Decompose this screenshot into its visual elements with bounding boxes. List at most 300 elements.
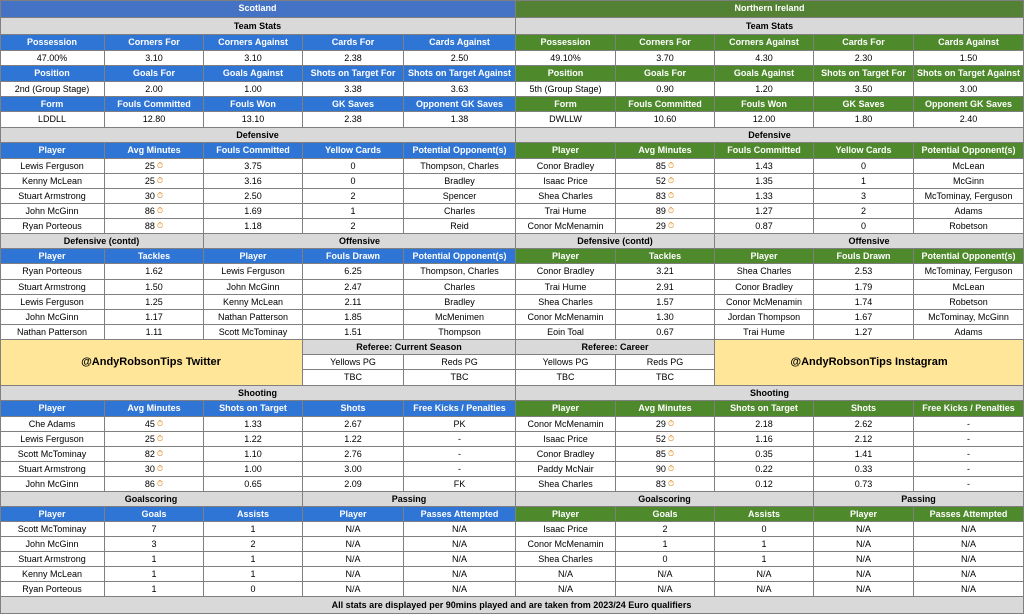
referee-current-value — [404, 370, 516, 386]
scotland-goalscoring-cell-text: 1 — [250, 553, 256, 564]
ni-shooting-label-text: Shooting — [750, 387, 789, 398]
scotland-team-stat-value — [204, 51, 303, 66]
ni-shooting-cell — [616, 447, 715, 462]
ni-defensive-cell — [814, 159, 914, 174]
scotland-goalscoring-cell-text: 1 — [151, 568, 157, 579]
scotland-shooting-cell-text: 1.00 — [244, 463, 262, 474]
ni-defensive-cell — [914, 159, 1024, 174]
scotland-team-stat-header-text: GK Saves — [331, 98, 375, 109]
ni-offensive-cell — [715, 295, 814, 310]
ni-passing-cell — [814, 552, 914, 567]
ni-defensive-cell-text: 52 — [655, 175, 666, 186]
scotland-team-stat-header — [204, 35, 303, 51]
scotland-goalscoring-cell-text: 7 — [151, 523, 157, 534]
scotland-title-text: Scotland — [238, 3, 277, 13]
scotland-goalscoring-header — [204, 507, 303, 522]
ni-team-stat-value — [814, 51, 914, 66]
ni-passing-cell — [914, 567, 1024, 582]
scotland-goalscoring-cell-text: Stuart Armstrong — [18, 553, 86, 564]
scotland-shooting-label — [0, 386, 516, 401]
scotland-team-stat-value — [105, 112, 204, 128]
ni-team-stat-value — [715, 51, 814, 66]
twitter-promo — [0, 340, 303, 386]
ni-defensive-cell-text: Robetson — [949, 220, 988, 231]
ni-defensive-cell — [715, 219, 814, 234]
ni-offensive-cell-text: Conor McMenamin — [725, 296, 803, 307]
ni-shooting-cell — [814, 477, 914, 492]
scotland-offensive-cell — [303, 325, 404, 340]
ni-passing-cell-text: N/A — [855, 523, 871, 534]
ni-team-stat-value-text: 1.80 — [854, 114, 873, 124]
ni-shooting-cell-text: 0.22 — [755, 463, 773, 474]
scotland-team-stat-value-text: 2.50 — [450, 52, 469, 63]
scotland-defensive-contd-header — [105, 249, 204, 264]
scotland-team-stat-header-text: Corners For — [128, 37, 180, 47]
scotland-goalscoring-header-text: Player — [38, 508, 66, 519]
ni-defensive-contd-cell — [516, 295, 616, 310]
ni-goalscoring-label — [516, 492, 814, 507]
scotland-defensive-contd-cell — [0, 280, 105, 295]
ni-defensive-contd-cell — [516, 325, 616, 340]
referee-career-value-text: TBC — [656, 372, 674, 382]
scotland-goalscoring-cell — [204, 552, 303, 567]
referee-header — [516, 355, 616, 370]
scotland-passing-cell — [404, 537, 516, 552]
ni-team-stat-header-text: Position — [547, 68, 584, 78]
scotland-defensive-cell — [404, 204, 516, 219]
ni-offensive-header — [914, 249, 1024, 264]
scotland-team-stat-value — [204, 82, 303, 97]
scotland-goalscoring-cell-text: Scott McTominay — [17, 523, 87, 534]
scotland-offensive-cell-text: 1.85 — [344, 311, 362, 322]
ni-shooting-cell — [516, 447, 616, 462]
ni-defensive-contd-header-text: Player — [551, 250, 580, 261]
scotland-shooting-cell-text: 45 — [144, 418, 155, 429]
scotland-offensive-cell — [204, 280, 303, 295]
ni-team-stat-value — [914, 51, 1024, 66]
scotland-passing-cell-text: N/A — [451, 538, 467, 549]
scotland-defensive-cell-text: 2.50 — [244, 190, 262, 201]
ni-team-stat-value — [814, 112, 914, 128]
scotland-passing-label-text: Passing — [391, 493, 427, 504]
ni-offensive-cell-text: Adams — [954, 326, 983, 337]
scotland-team-stat-value-text: 13.10 — [241, 114, 265, 124]
scotland-shooting-cell — [0, 432, 105, 447]
scotland-defensive-header — [204, 143, 303, 159]
ni-passing-cell-text: N/A — [960, 553, 976, 564]
ni-shooting-cell-text: 2.18 — [755, 418, 773, 429]
scotland-passing-header-text: Passes Attempted — [420, 508, 499, 519]
ni-defensive-header — [715, 143, 814, 159]
footer-note-text: All stats are displayed per 90mins played and are taken from 2023/24 Euro qualifiers — [331, 599, 692, 610]
ni-passing-label — [814, 492, 1024, 507]
scotland-shooting-cell — [0, 417, 105, 432]
ni-team-stat-header-text: Fouls Won — [741, 98, 787, 109]
ni-team-stat-header-text: Shots on Target For — [821, 68, 906, 78]
ni-offensive-cell-text: Shea Charles — [736, 266, 792, 276]
scotland-defensive-cell — [105, 219, 204, 234]
scotland-shooting-cell — [105, 417, 204, 432]
ni-defensive-contd-cell — [616, 310, 715, 325]
instagram-promo — [715, 340, 1024, 386]
scotland-offensive-header — [303, 249, 404, 264]
ni-shooting-cell-text: 52 — [655, 433, 666, 444]
scotland-offensive-header — [204, 249, 303, 264]
ni-defensive-cell — [516, 174, 616, 189]
scotland-goalscoring-cell-text: John McGinn — [25, 538, 79, 549]
ni-passing-cell-text: N/A — [855, 568, 871, 579]
scotland-goalscoring-cell — [204, 582, 303, 597]
scotland-passing-cell-text: N/A — [345, 523, 361, 534]
twitter-promo-text: @AndyRobsonTips Twitter — [81, 356, 221, 368]
scotland-shooting-cell — [105, 477, 204, 492]
scotland-defensive-cell-text: 25 — [144, 160, 155, 171]
ni-goalscoring-header-text: Goals — [652, 508, 678, 519]
referee-career-label — [516, 340, 715, 355]
scotland-team-stat-header — [303, 66, 404, 82]
ni-passing-cell-text: N/A — [960, 583, 976, 594]
ni-team-stat-value — [914, 112, 1024, 128]
scotland-goalscoring-cell-text: 1 — [151, 553, 157, 564]
scotland-defensive-cell-text: 1.18 — [244, 220, 262, 231]
scotland-passing-cell — [303, 582, 404, 597]
scotland-offensive-cell — [303, 310, 404, 325]
scotland-shooting-cell — [303, 417, 404, 432]
ni-passing-cell-text: N/A — [960, 523, 976, 534]
ni-offensive-cell — [914, 264, 1024, 280]
scotland-offensive-cell-text: John McGinn — [226, 281, 280, 292]
ni-team-stat-header — [516, 97, 616, 112]
ni-defensive-header — [914, 143, 1024, 159]
ni-goalscoring-cell — [516, 537, 616, 552]
ni-goalscoring-cell — [616, 552, 715, 567]
ni-defensive-contd-cell — [516, 264, 616, 280]
scotland-goalscoring-cell — [0, 582, 105, 597]
ni-shooting-header — [516, 401, 616, 417]
scotland-team-stat-value — [0, 82, 105, 97]
stopwatch-icon: ⏱ — [156, 479, 164, 488]
ni-shooting-cell-text: 29 — [655, 418, 666, 429]
scotland-defensive-cell-text: 2 — [350, 190, 356, 201]
ni-shooting-header-text: Player — [551, 403, 580, 413]
ni-defensive-cell-text: McLean — [952, 160, 985, 171]
scotland-defensive-header — [404, 143, 516, 159]
scotland-team-stat-header — [105, 35, 204, 51]
scotland-team-stat-value-text: 47.00% — [36, 52, 68, 63]
stopwatch-icon: ⏱ — [156, 191, 164, 200]
ni-goalscoring-cell-text: Shea Charles — [538, 553, 593, 564]
scotland-defensive-cell-text: 2 — [350, 220, 356, 231]
scotland-team-stat-value-text: 3.10 — [244, 52, 262, 63]
scotland-shooting-header-text: Shots on Target — [219, 403, 287, 413]
ni-goalscoring-header — [616, 507, 715, 522]
ni-defensive-cell — [715, 159, 814, 174]
scotland-offensive-cell — [404, 325, 516, 340]
ni-defensive-header — [616, 143, 715, 159]
scotland-goalscoring-cell-text: 1 — [151, 583, 157, 594]
ni-offensive-cell — [715, 325, 814, 340]
scotland-team-stat-header-text: Opponent GK Saves — [415, 98, 504, 109]
stopwatch-icon: ⏱ — [667, 434, 675, 443]
ni-team-stat-header-text: Form — [554, 98, 577, 109]
scotland-goalscoring-header — [0, 507, 105, 522]
ni-shooting-header — [814, 401, 914, 417]
ni-defensive-cell — [814, 189, 914, 204]
scotland-offensive-cell-text: Charles — [443, 281, 475, 292]
ni-team-stat-header — [715, 35, 814, 51]
scotland-passing-cell — [303, 522, 404, 537]
ni-team-stat-value — [814, 82, 914, 97]
scotland-defensive-cell — [204, 204, 303, 219]
scotland-defensive-cell — [105, 204, 204, 219]
referee-career-value-text: TBC — [556, 372, 575, 382]
scotland-shooting-cell — [404, 417, 516, 432]
ni-goalscoring-cell-text: N/A — [657, 568, 673, 579]
scotland-shooting-cell — [0, 447, 105, 462]
instagram-promo-text: @AndyRobsonTips Instagram — [790, 356, 948, 368]
ni-team-stat-header — [715, 97, 814, 112]
scotland-defensive-cell — [303, 204, 404, 219]
ni-defensive-header — [516, 143, 616, 159]
ni-defensive-cell — [715, 189, 814, 204]
scotland-defensive-contd-cell-text: Ryan Porteous — [22, 266, 82, 276]
scotland-passing-header — [404, 507, 516, 522]
scotland-defensive-cell — [204, 159, 303, 174]
ni-defensive-contd-label — [516, 234, 715, 249]
ni-offensive-header-text: Fouls Drawn — [836, 250, 891, 261]
scotland-defensive-cell-text: 30 — [144, 190, 155, 201]
scotland-shooting-cell — [204, 477, 303, 492]
scotland-shooting-cell-text: 1.22 — [244, 433, 262, 444]
ni-team-stat-value-text: 10.60 — [653, 114, 677, 124]
scotland-offensive-cell — [303, 264, 404, 280]
ni-shooting-cell-text: Isaac Price — [543, 433, 588, 444]
scotland-defensive-contd-cell-text: 1.17 — [145, 311, 163, 322]
ni-goalscoring-header-text: Assists — [747, 508, 781, 519]
ni-offensive-label-text: Offensive — [848, 235, 890, 246]
scotland-offensive-cell-text: 2.47 — [344, 281, 362, 292]
ni-team-stat-value-text: 12.00 — [752, 114, 776, 124]
scotland-goalscoring-label-text: Goalscoring — [124, 493, 178, 504]
referee-header-text: Yellows PG — [330, 356, 376, 367]
ni-passing-header-text: Passes Attempted — [929, 508, 1008, 519]
scotland-defensive-cell — [105, 189, 204, 204]
ni-defensive-label-text: Defensive — [748, 129, 791, 140]
ni-team-stat-header — [914, 66, 1024, 82]
scotland-offensive-cell — [404, 280, 516, 295]
scotland-shooting-header-text: Player — [38, 403, 66, 413]
ni-shooting-cell — [914, 462, 1024, 477]
ni-team-stat-header-text: Possession — [540, 37, 591, 47]
scotland-offensive-cell-text: 1.51 — [344, 326, 362, 337]
stopwatch-icon: ⏱ — [156, 176, 164, 185]
scotland-defensive-cell — [0, 204, 105, 219]
footer-note — [0, 597, 1024, 614]
ni-defensive-contd-cell — [516, 280, 616, 295]
scotland-offensive-header — [404, 249, 516, 264]
ni-team-stat-header — [814, 66, 914, 82]
ni-team-stat-header-text: Cards For — [842, 37, 885, 47]
scotland-team-stat-value — [303, 51, 404, 66]
ni-defensive-contd-cell-text: Shea Charles — [538, 296, 593, 307]
ni-title-text: Northern Ireland — [734, 3, 805, 13]
scotland-team-stat-value — [105, 82, 204, 97]
ni-shooting-header — [616, 401, 715, 417]
ni-team-stat-header-text: Fouls Committed — [628, 98, 702, 109]
ni-team-stat-header-text: Cards Against — [938, 37, 999, 47]
ni-shooting-cell — [814, 432, 914, 447]
ni-defensive-cell-text: 0.87 — [755, 220, 773, 231]
scotland-shooting-cell — [404, 462, 516, 477]
ni-defensive-cell — [814, 174, 914, 189]
scotland-shooting-cell-text: PK — [453, 418, 466, 429]
scotland-shooting-cell-text: - — [458, 433, 461, 444]
ni-shooting-cell — [814, 462, 914, 477]
scotland-team-stat-header-text: Goals Against — [222, 68, 284, 78]
scotland-defensive-cell — [204, 189, 303, 204]
ni-offensive-cell-text: Trai Hume — [743, 326, 785, 337]
ni-defensive-label — [516, 128, 1024, 143]
ni-defensive-contd-cell — [616, 295, 715, 310]
scotland-defensive-header — [303, 143, 404, 159]
scotland-team-stat-value — [204, 112, 303, 128]
scotland-defensive-cell — [204, 174, 303, 189]
ni-defensive-contd-cell-text: 2.91 — [656, 281, 674, 292]
ni-offensive-label — [715, 234, 1024, 249]
scotland-shooting-cell-text: 1.22 — [344, 433, 362, 444]
scotland-goalscoring-cell-text: 3 — [151, 538, 157, 549]
scotland-defensive-cell-text: 88 — [144, 220, 155, 231]
ni-passing-cell — [914, 522, 1024, 537]
scotland-offensive-label — [204, 234, 516, 249]
scotland-passing-cell-text: N/A — [451, 568, 467, 579]
scotland-defensive-contd-label — [0, 234, 204, 249]
scotland-team-stat-header-text: Fouls Won — [230, 98, 276, 109]
ni-goalscoring-cell — [715, 522, 814, 537]
scotland-defensive-cell — [303, 219, 404, 234]
ni-team-stat-value — [715, 82, 814, 97]
ni-defensive-cell — [814, 204, 914, 219]
scotland-goalscoring-cell-text: 1 — [250, 568, 256, 579]
ni-passing-cell-text: N/A — [855, 583, 871, 594]
scotland-defensive-contd-label-text: Defensive (contd) — [63, 235, 140, 246]
scotland-goalscoring-cell — [0, 567, 105, 582]
ni-goalscoring-cell — [715, 552, 814, 567]
referee-career-label-text: Referee: Career — [581, 341, 649, 352]
ni-goalscoring-cell-text: N/A — [557, 583, 573, 594]
ni-defensive-cell-text: Conor Bradley — [536, 160, 595, 171]
ni-defensive-cell — [914, 219, 1024, 234]
ni-goalscoring-cell-text: 1 — [761, 538, 767, 549]
scotland-goalscoring-cell — [204, 537, 303, 552]
scotland-defensive-cell-text: 25 — [144, 175, 155, 186]
ni-goalscoring-cell-text: 0 — [662, 553, 668, 564]
scotland-defensive-cell-text: 3.16 — [244, 175, 262, 186]
ni-defensive-contd-label-text: Defensive (contd) — [577, 235, 653, 246]
ni-shooting-cell — [616, 477, 715, 492]
ni-goalscoring-cell-text: N/A — [756, 583, 772, 594]
ni-defensive-cell-text: Shea Charles — [538, 190, 593, 201]
scotland-defensive-cell-text: 1.69 — [244, 205, 262, 216]
scotland-defensive-cell — [204, 219, 303, 234]
scotland-goalscoring-cell-text: 0 — [250, 583, 256, 594]
ni-title — [516, 0, 1024, 18]
ni-team-stat-value-text: 2.40 — [959, 114, 978, 124]
ni-defensive-header-text: Potential Opponent(s) — [921, 145, 1016, 155]
ni-passing-cell — [914, 582, 1024, 597]
ni-offensive-cell — [715, 280, 814, 295]
scotland-goalscoring-cell-text: 2 — [250, 538, 256, 549]
scotland-shooting-cell — [404, 432, 516, 447]
scotland-team-stat-value-text: LDDLL — [37, 114, 66, 124]
scotland-defensive-header-text: Potential Opponent(s) — [412, 145, 507, 155]
ni-offensive-cell — [715, 310, 814, 325]
ni-defensive-contd-cell-text: 1.57 — [656, 296, 674, 307]
ni-offensive-cell — [814, 280, 914, 295]
scotland-defensive-contd-cell — [105, 325, 204, 340]
referee-current-value-text: TBC — [344, 372, 362, 382]
scotland-team-stat-value-text: 3.10 — [145, 52, 163, 63]
ni-defensive-contd-cell — [616, 264, 715, 280]
ni-defensive-contd-cell — [516, 310, 616, 325]
referee-header — [404, 355, 516, 370]
ni-defensive-cell-text: McTominay, Ferguson — [924, 190, 1013, 201]
scotland-shooting-header-text: Avg Minutes — [127, 403, 181, 413]
ni-shooting-header-text: Avg Minutes — [638, 403, 692, 413]
ni-shooting-cell — [715, 432, 814, 447]
ni-defensive-contd-header-text: Tackles — [648, 250, 682, 261]
ni-shooting-cell — [814, 417, 914, 432]
ni-offensive-header — [715, 249, 814, 264]
scotland-defensive-cell-text: John McGinn — [25, 205, 79, 216]
ni-defensive-contd-cell-text: Conor Bradley — [536, 266, 595, 276]
scotland-shooting-header — [0, 401, 105, 417]
ni-team-stat-value — [616, 112, 715, 128]
ni-shooting-cell-text: - — [967, 478, 970, 489]
scotland-shooting-cell — [204, 432, 303, 447]
scotland-team-stat-header — [204, 97, 303, 112]
ni-goalscoring-cell — [616, 582, 715, 597]
scotland-defensive-cell-text: Ryan Porteous — [22, 220, 82, 231]
ni-offensive-cell-text: 1.79 — [854, 281, 873, 292]
scotland-team-stat-value-text: 3.38 — [344, 83, 362, 94]
scotland-offensive-cell-text: Bradley — [444, 296, 475, 307]
ni-defensive-cell — [616, 219, 715, 234]
ni-defensive-cell — [715, 204, 814, 219]
scotland-defensive-cell — [404, 159, 516, 174]
ni-defensive-cell-text: 1 — [860, 175, 866, 186]
scotland-shooting-cell — [204, 462, 303, 477]
ni-goalscoring-cell-text: N/A — [657, 583, 673, 594]
stopwatch-icon: ⏱ — [667, 419, 675, 428]
ni-team-stat-value — [616, 51, 715, 66]
ni-goalscoring-cell — [616, 567, 715, 582]
ni-team-stat-value-text: DWLLW — [549, 114, 582, 124]
ni-defensive-contd-cell-text: Conor McMenamin — [527, 311, 604, 322]
scotland-offensive-cell — [204, 310, 303, 325]
scotland-team-stat-header — [303, 35, 404, 51]
ni-offensive-cell — [814, 295, 914, 310]
ni-goalscoring-label-text: Goalscoring — [638, 493, 691, 504]
ni-defensive-cell — [616, 159, 715, 174]
scotland-goalscoring-cell — [105, 567, 204, 582]
scotland-team-stat-header-text: Cards For — [331, 37, 375, 47]
scotland-offensive-cell — [303, 295, 404, 310]
scotland-team-stat-value — [303, 82, 404, 97]
ni-team-stat-value — [715, 112, 814, 128]
ni-goalscoring-cell-text: 1 — [761, 553, 767, 564]
ni-shooting-cell — [914, 477, 1024, 492]
